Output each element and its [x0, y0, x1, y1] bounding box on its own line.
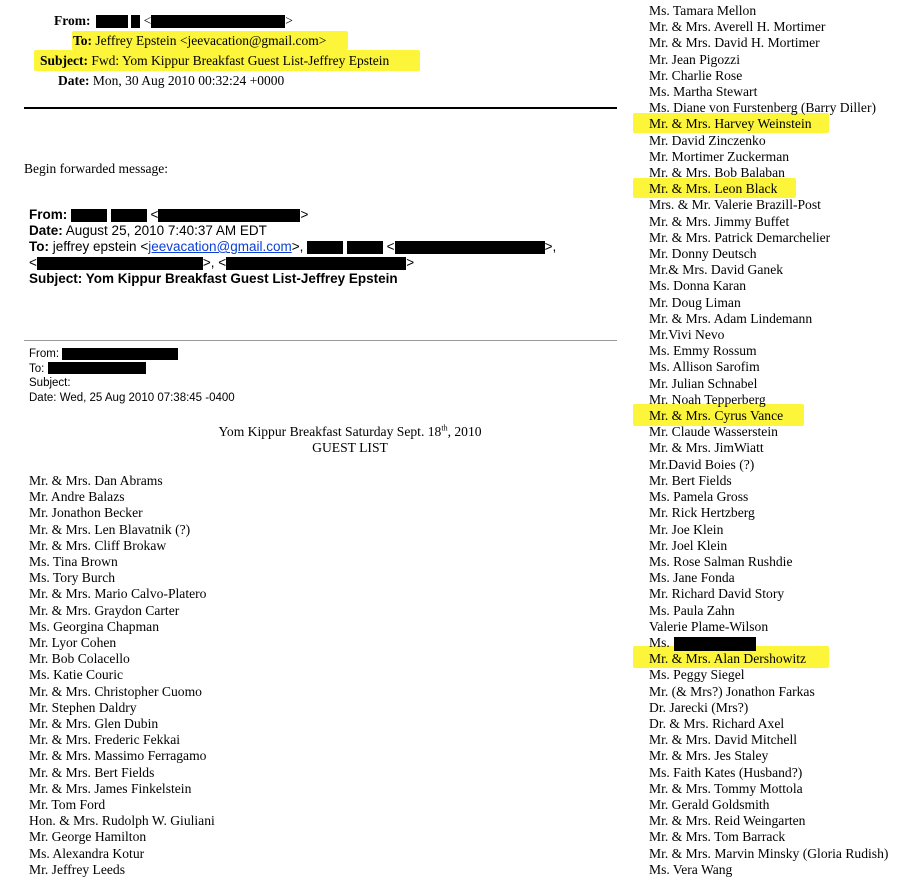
guest-name: Mr. Richard David Story — [649, 586, 785, 602]
redaction-block — [674, 637, 756, 651]
guest-name: Mr. & Mrs. Dan Abrams — [29, 473, 163, 488]
guest-list-item — [29, 586, 215, 602]
guest-list-item — [649, 376, 888, 392]
guest-name: Mr. & Mrs. Alan Dershowitz — [649, 651, 807, 667]
guest-list-item — [649, 619, 888, 635]
doc-title — [0, 424, 700, 440]
guest-list-item — [649, 35, 888, 51]
guest-list-item — [649, 586, 888, 602]
guest-name: Mr. & Mrs. Marvin Minsky (Gloria Rudish) — [649, 845, 889, 861]
header3-to-row — [29, 362, 146, 377]
guest-name: Mr. & Mrs. Cliff Brokaw — [29, 537, 167, 553]
guest-name: Mr. Joel Klein — [649, 537, 728, 553]
guest-name: Ms. Alexandra Kotur — [29, 845, 145, 861]
guest-name: Ms. Emmy Rossum — [649, 343, 757, 359]
guest-list-item — [29, 554, 215, 570]
header3-from-label: From: — [29, 348, 60, 360]
guest-list-item — [649, 684, 888, 700]
guest-list-item — [649, 19, 888, 35]
header2-to-label: To: — [29, 239, 49, 254]
guest-name: Mr. Jean Pigozzi — [649, 51, 740, 67]
guest-name: Mr. & Mrs. David Mitchell — [649, 732, 798, 748]
guest-name: Mr. & Mrs. Adam Lindemann — [649, 310, 813, 326]
guest-list-item — [649, 862, 888, 878]
header1-subject-value: Fwd: Yom Kippur Breakfast Guest List-Jeffrey Epstein — [91, 53, 390, 68]
guest-name: Ms. Vera Wang — [649, 861, 733, 877]
guest-list-item — [649, 408, 888, 424]
guest-name: Ms. Katie Couric — [29, 667, 124, 683]
guest-name: Mr. & Mrs. Mario Calvo-Platero — [29, 586, 207, 602]
guest-list-item — [29, 862, 215, 878]
guest-list-item — [649, 570, 888, 586]
guest-name: Mr. Julian Schnabel — [649, 375, 758, 391]
guest-name: Mr. & Mrs. Bob Balaban — [649, 165, 785, 181]
guest-name: Mr. & Mrs. Tommy Mottola — [649, 780, 803, 796]
guest-name: Ms. Tamara Mellon — [649, 3, 757, 18]
guest-name: Ms. Paula Zahn — [649, 602, 735, 618]
redaction-block — [226, 257, 406, 270]
guest-list-item — [29, 619, 215, 635]
header3-date-value: Wed, 25 Aug 2010 07:38:45 -0400 — [59, 391, 235, 404]
redaction-block — [71, 209, 107, 222]
guest-name: Mr. & Mrs. James Finkelstein — [29, 780, 192, 796]
guest-name: Valerie Plame-Wilson — [649, 618, 769, 634]
guest-list-item — [649, 311, 888, 327]
header2-from-row: From: < > — [29, 207, 309, 222]
guest-list-item — [649, 473, 888, 489]
guest-name: Mr. Tom Ford — [29, 797, 106, 813]
guest-name: Mr. & Mrs. Cyrus Vance — [649, 408, 784, 424]
guest-list-item — [649, 230, 888, 246]
doc-title-year: , 2010 — [447, 424, 482, 439]
guest-list-item — [649, 522, 888, 538]
divider-rule — [24, 107, 617, 109]
guest-list-item — [649, 116, 888, 132]
guest-name: Dr. Jarecki (Mrs?) — [649, 699, 749, 715]
guest-list-item — [29, 651, 215, 667]
guest-list-item — [29, 829, 215, 845]
doc-title-main: Yom Kippur Breakfast Saturday Sept. 18 — [218, 424, 442, 439]
guest-list-item — [649, 84, 888, 100]
guest-name: Mr. George Hamilton — [29, 829, 147, 845]
header2-to-prefix: jeffrey epstein < — [52, 239, 149, 254]
guest-list-item — [29, 813, 215, 829]
guest-list-item — [29, 603, 215, 619]
header1-from-row: From: < > — [54, 13, 293, 28]
header1-to-row — [73, 31, 326, 50]
guest-name: Mr. Charlie Rose — [649, 67, 743, 83]
guest-list-item — [649, 327, 888, 343]
guest-name: Mr. & Mrs. Christopher Cuomo — [29, 683, 202, 699]
redaction-block — [131, 15, 140, 28]
guest-list-left — [29, 473, 215, 878]
guest-list-item — [649, 781, 888, 797]
guest-name: Mr. Claude Wasserstein — [649, 424, 778, 440]
guest-name: Mr. & Mrs. Jimmy Buffet — [649, 213, 790, 229]
guest-list-item — [29, 538, 215, 554]
guest-name: Ms. Allison Sarofim — [649, 359, 760, 375]
guest-list-item — [29, 635, 215, 651]
guest-name: Mr. (& Mrs?) Jonathon Farkas — [649, 683, 815, 699]
guest-name: Mr. Noah Tepperberg — [649, 391, 766, 407]
header2-date-row — [29, 223, 267, 239]
guest-list-item — [649, 68, 888, 84]
guest-list-item — [649, 392, 888, 408]
header2-to-email-link[interactable]: jeevacation@gmail.com — [148, 239, 292, 254]
guest-name: Ms. Rose Salman Rushdie — [649, 553, 793, 569]
guest-list-item — [649, 262, 888, 278]
guest-name: Ms. Donna Karan — [649, 278, 747, 294]
redaction-block — [347, 241, 383, 254]
guest-list-item — [649, 424, 888, 440]
divider-thin — [24, 340, 617, 341]
guest-name: Mrs. & Mr. Valerie Brazill-Post — [649, 197, 821, 213]
guest-list-item — [29, 522, 215, 538]
guest-name: Mr. & Mrs. Frederic Fekkai — [29, 732, 181, 748]
guest-list-item — [649, 214, 888, 230]
guest-name: Mr. & Mrs. Massimo Ferragamo — [29, 748, 207, 764]
header2-to-suffix: >, — [291, 239, 304, 254]
doc-subtitle: GUEST LIST — [312, 440, 388, 455]
redaction-block — [48, 362, 146, 374]
guest-list-item — [649, 846, 888, 862]
guest-list-item — [29, 781, 215, 797]
redaction-block — [395, 241, 545, 254]
guest-name: Mr. & Mrs. Bert Fields — [29, 764, 155, 780]
guest-list-item — [649, 797, 888, 813]
header3-to-label: To: — [29, 362, 45, 375]
header1-to-value: Jeffrey Epstein <jeevacation@gmail.com> — [95, 33, 327, 48]
redaction-block — [151, 15, 285, 28]
guest-list-item — [29, 700, 215, 716]
guest-list-item — [29, 570, 215, 586]
guest-list-item — [29, 748, 215, 764]
guest-list-item — [649, 700, 888, 716]
guest-list-item — [649, 603, 888, 619]
guest-list-item — [649, 440, 888, 456]
guest-name: Mr. Lyor Cohen — [29, 635, 117, 651]
header1-subject-label: Subject: — [40, 53, 88, 68]
guest-name: Mr. & Mrs. JimWiatt — [649, 440, 764, 456]
guest-name: Ms. Martha Stewart — [649, 84, 758, 100]
guest-list-item — [649, 732, 888, 748]
guest-name: Mr. Mortimer Zuckerman — [649, 148, 790, 164]
guest-list-item — [649, 716, 888, 732]
header1-subject-row — [40, 51, 389, 70]
guest-list-item — [29, 732, 215, 748]
guest-name: Mr. Rick Hertzberg — [649, 505, 755, 521]
guest-name: Mr.& Mrs. David Ganek — [649, 262, 784, 278]
guest-name: Mr. Stephen Daldry — [29, 699, 137, 715]
guest-name: Hon. & Mrs. Rudolph W. Giuliani — [29, 813, 215, 829]
guest-name: Mr. & Mrs. Len Blavatnik (?) — [29, 521, 191, 537]
guest-list-item — [649, 505, 888, 521]
guest-list-right — [649, 3, 888, 878]
guest-list-item — [649, 554, 888, 570]
guest-name: Ms. Jane Fonda — [649, 570, 735, 586]
header1-to-label: To: — [73, 33, 93, 48]
guest-list-item — [649, 359, 888, 375]
guest-list-item — [649, 813, 888, 829]
guest-list-item — [649, 149, 888, 165]
guest-list-item — [29, 684, 215, 700]
guest-name: Mr. David Zinczenko — [649, 132, 766, 148]
header2-from-label: From: — [29, 207, 68, 222]
guest-name: Mr. Doug Liman — [649, 294, 741, 310]
guest-name: Ms. Georgina Chapman — [29, 618, 160, 634]
header3-from-row — [29, 347, 178, 362]
guest-name: Ms. Tina Brown — [29, 554, 118, 570]
redaction-block — [111, 209, 147, 222]
guest-list-item — [29, 716, 215, 732]
guest-name: Mr. & Mrs. David H. Mortimer — [649, 35, 820, 51]
begin-forwarded-message: Begin forwarded message: — [24, 161, 168, 176]
guest-name: Mr. Gerald Goldsmith — [649, 796, 770, 812]
redaction-block — [37, 257, 203, 270]
doc-title-sup: th — [441, 423, 448, 433]
guest-name: Dr. & Mrs. Richard Axel — [649, 715, 785, 731]
guest-list-item — [649, 651, 888, 667]
guest-list-item — [649, 667, 888, 683]
guest-list-item — [649, 748, 888, 764]
header1-from-label: From: — [54, 13, 91, 28]
header3-date-label: Date: — [29, 391, 57, 404]
guest-name: Mr.Vivi Nevo — [649, 327, 725, 343]
guest-list-item — [649, 457, 888, 473]
guest-list-item — [649, 133, 888, 149]
guest-name: Ms. Faith Kates (Husband?) — [649, 764, 803, 780]
guest-list-item — [649, 3, 888, 19]
guest-name: Mr.David Boies (?) — [649, 456, 755, 472]
guest-list-item — [649, 635, 888, 651]
guest-name: Mr. Donny Deutsch — [649, 246, 757, 262]
redaction-block — [96, 15, 128, 28]
guest-list-item — [29, 473, 215, 489]
header2-date-value: August 25, 2010 7:40:37 AM EDT — [65, 223, 267, 238]
guest-name: Mr. & Mrs. Glen Dubin — [29, 716, 159, 732]
guest-list-item — [29, 765, 215, 781]
guest-name: Mr. & Mrs. Leon Black — [649, 181, 778, 197]
header3-subject-row — [29, 376, 71, 391]
guest-list-item — [29, 797, 215, 813]
redaction-block — [158, 209, 300, 222]
guest-name: Mr. & Mrs. Graydon Carter — [29, 602, 180, 618]
guest-name: Mr. & Mrs. Averell H. Mortimer — [649, 19, 826, 35]
header1-date-value: Mon, 30 Aug 2010 00:32:24 +0000 — [92, 73, 285, 88]
guest-name: Ms. Peggy Siegel — [649, 667, 745, 683]
header1-date-row — [58, 71, 284, 90]
header1-date-label: Date: — [58, 73, 90, 88]
guest-name: Ms. Diane von Furstenberg (Barry Diller) — [649, 100, 877, 116]
header2-subject-label: Subject: — [29, 271, 83, 286]
guest-name: Mr. & Mrs. Tom Barrack — [649, 829, 786, 845]
guest-name: Mr. Jonathon Becker — [29, 505, 143, 521]
guest-list-item — [649, 52, 888, 68]
header2-to-row: To: jeffrey epstein <jeevacation@gmail.com>, < >, — [29, 239, 557, 254]
guest-list-item — [649, 538, 888, 554]
redaction-block — [307, 241, 343, 254]
header2-date-label: Date: — [29, 223, 63, 238]
guest-name: Ms. Pamela Gross — [649, 489, 749, 505]
guest-list-item — [29, 489, 215, 505]
guest-list-item — [649, 489, 888, 505]
guest-list-item — [649, 829, 888, 845]
guest-name: Mr. Joe Klein — [649, 521, 724, 537]
header2-cc-row: < >, < > — [29, 255, 415, 270]
guest-name: Ms. Tory Burch — [29, 570, 116, 586]
guest-name: Mr. & Mrs. Jes Staley — [649, 748, 769, 764]
redaction-block — [62, 348, 178, 360]
guest-name: Mr. & Mrs. Harvey Weinstein — [649, 116, 812, 132]
guest-list-item — [649, 343, 888, 359]
guest-list-item — [649, 197, 888, 213]
guest-name: Mr. & Mrs. Reid Weingarten — [649, 813, 806, 829]
guest-name: Mr. Andre Balazs — [29, 489, 125, 505]
guest-name: Ms. — [649, 634, 670, 650]
guest-list-item — [649, 295, 888, 311]
guest-list-item — [29, 846, 215, 862]
header2-subject-row — [29, 271, 398, 287]
guest-list-item — [649, 181, 888, 197]
guest-name: Mr. & Mrs. Patrick Demarchelier — [649, 229, 831, 245]
guest-list-item — [29, 505, 215, 521]
guest-list-item — [649, 246, 888, 262]
guest-name: Mr. Jeffrey Leeds — [29, 861, 126, 877]
guest-list-item — [29, 667, 215, 683]
guest-list-item — [649, 100, 888, 116]
header2-subject-value: Yom Kippur Breakfast Guest List-Jeffrey Epstein — [85, 271, 398, 286]
guest-name: Mr. Bert Fields — [649, 472, 732, 488]
guest-name: Mr. Bob Colacello — [29, 651, 130, 667]
header3-date-row — [29, 391, 235, 406]
guest-list-item — [649, 165, 888, 181]
guest-list-item — [649, 765, 888, 781]
header3-subject-label: Subject: — [29, 377, 71, 389]
guest-list-item — [649, 278, 888, 294]
